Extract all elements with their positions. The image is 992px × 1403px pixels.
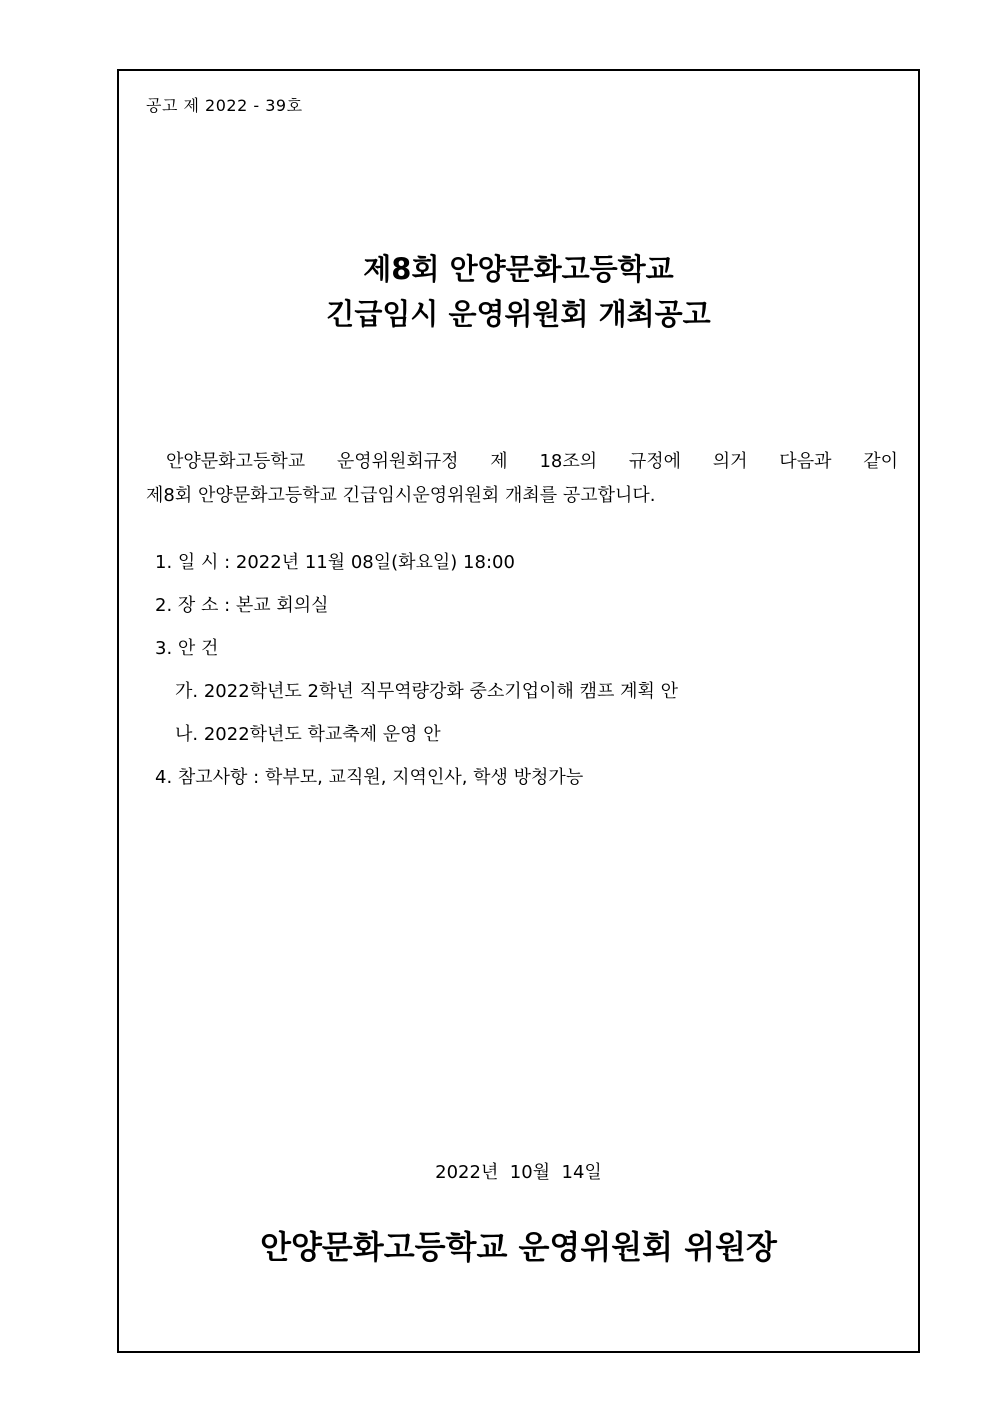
- item-notes: 4. 참고사항 : 학부모, 교직원, 지역인사, 학생 방청가능: [155, 767, 584, 788]
- document-title-line-2: 긴급임시 운영위원회 개최공고: [326, 297, 711, 331]
- item-agenda: 3. 안 건: [155, 638, 219, 659]
- notice-number: 공고 제 2022 - 39호: [146, 96, 303, 115]
- issuer-name: 안양문화고등학교 운영위원회 위원장: [260, 1228, 777, 1266]
- intro-paragraph: [146, 445, 898, 513]
- notice-items-list: [155, 549, 678, 807]
- agenda-subitem-a: 가. 2022학년도 2학년 직무역량강화 중소기업이해 캠프 계획 안: [175, 681, 678, 702]
- document-title-line-1: 제8회 안양문화고등학교: [363, 252, 674, 286]
- document-frame: [117, 69, 920, 1353]
- item-location: 2. 장 소 : 본교 회의실: [155, 595, 329, 616]
- intro-line-1: 안양문화고등학교 운영위원회규정 제 18조의 규정에 의거 다음과 같이: [166, 451, 898, 472]
- agenda-subitem-b: 나. 2022학년도 학교축제 운영 안: [175, 724, 441, 745]
- item-datetime: 1. 일 시 : 2022년 11월 08일(화요일) 18:00: [155, 552, 515, 573]
- intro-line-2: 제8회 안양문화고등학교 긴급임시운영위원회 개최를 공고합니다.: [146, 485, 656, 506]
- notice-date: 2022년 10월 14일: [435, 1162, 602, 1183]
